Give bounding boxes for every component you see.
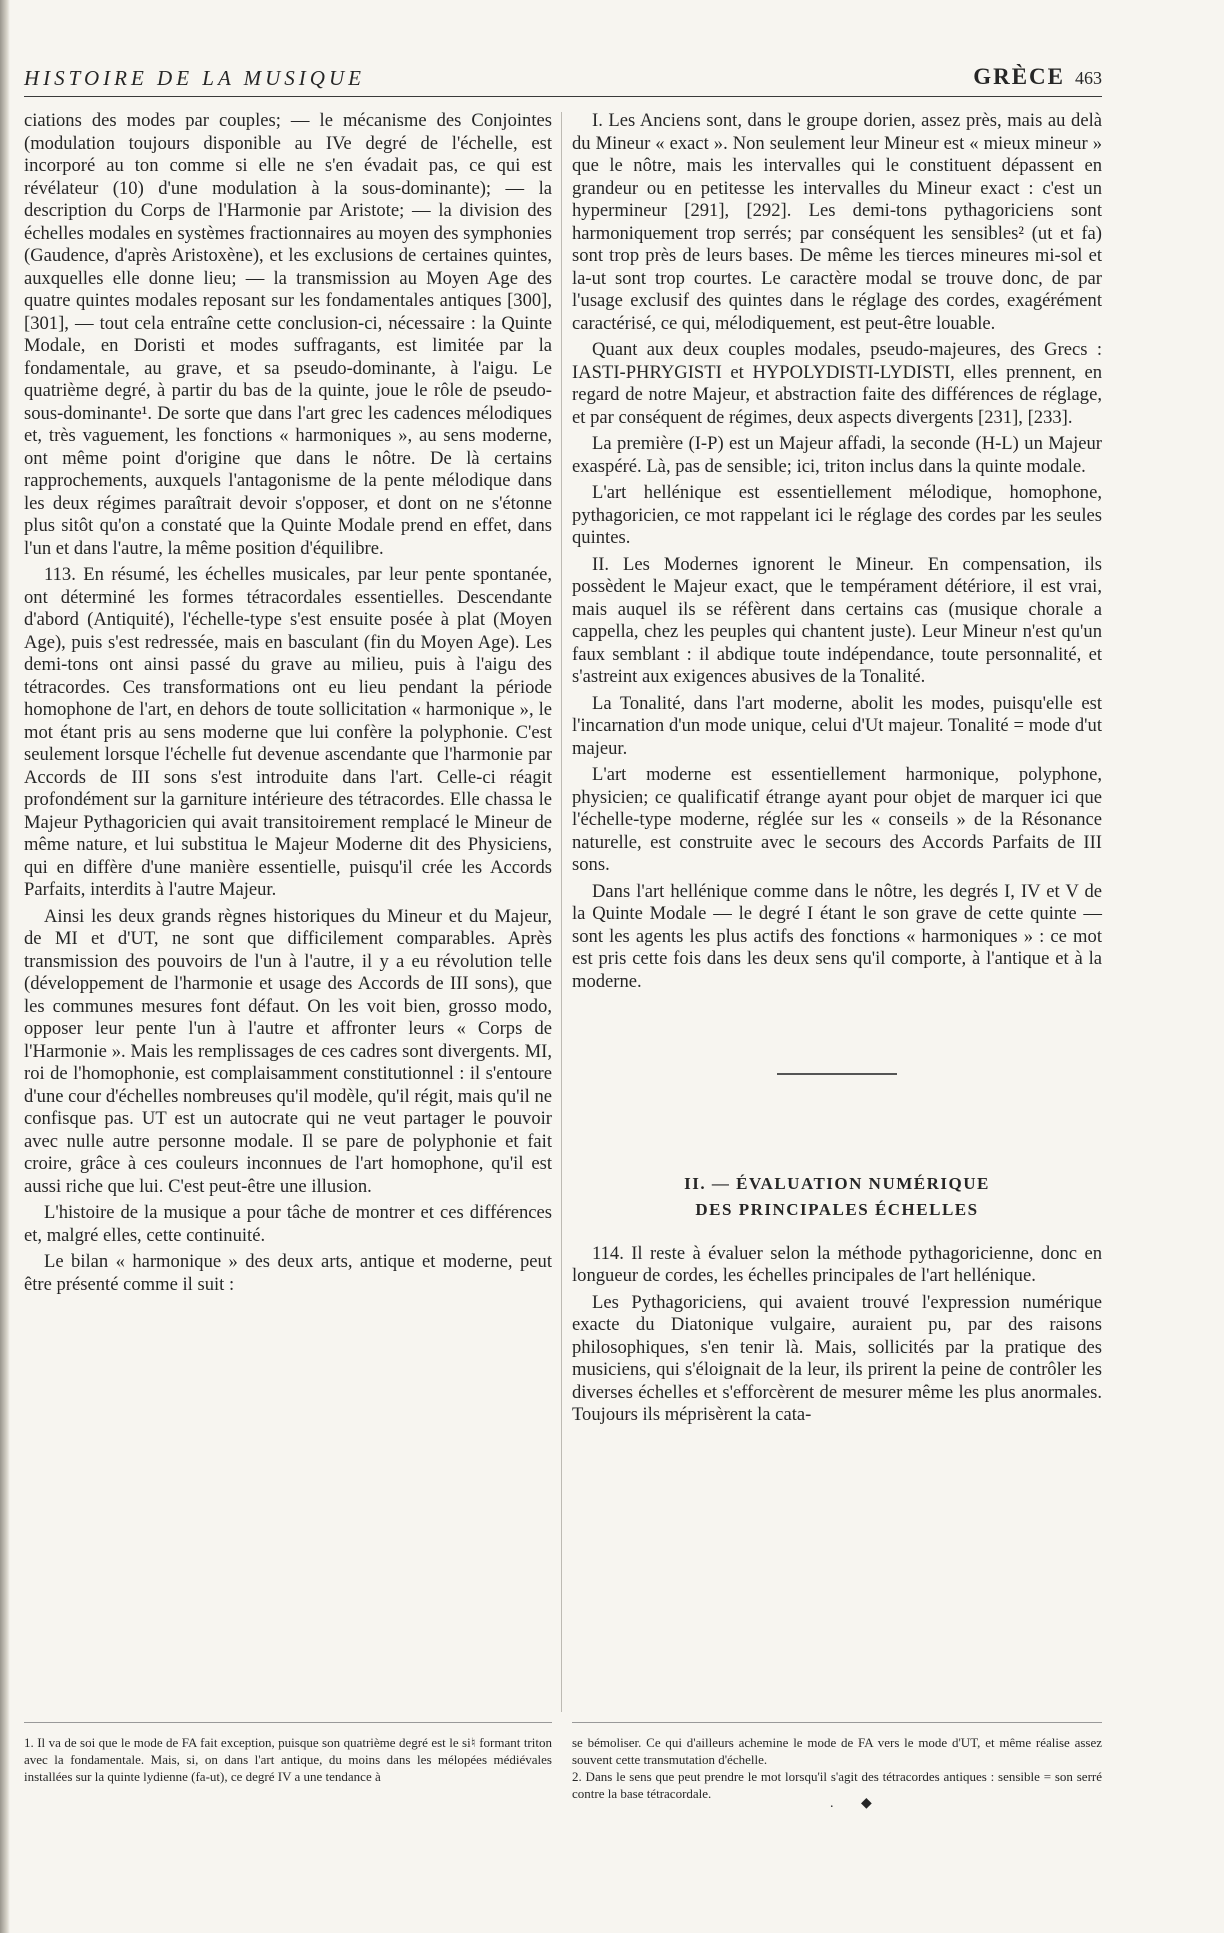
paragraph: ciations des modes par couples; — le mécanisme des Conjointes (modulation toujours disponible au IVe degré de l'échelle, est incorporé au ton comme si elle ne s'en évadait pas, ce qui est révélateur (10) d'une modulation à la sous-dominante); — la description du Corps de l'Harmonie par Aristote; — la division des échelles modales en systèmes fractionnaires au moyen des symphonies (Gaudence, d'après Aristoxène), et les exclusions de certaines quintes, auxquelles elle donne lieu; — la transmission au Moyen Age des quatre quintes modales reposant sur les fondamentales antiques [300], [301], — tout cela entraîne cette conclusion-ci, nécessaire : la Quinte Modale, en Doristi et modes suffragants, est limitée par la fondamentale, au grave, et sa pseudo-dominante, à l'aigu. Le quatrième degré, à partir du bas de la quinte, joue le rôle de pseudo-sous-dominante¹. De sorte que dans l'art grec les cadences mélodiques et, très vaguement, les fonctions « harmoniques », au sens moderne, ont même point d'origine que dans le nôtre. De là certains rapprochements, auxquels l'antagonisme de la pente mélodique dans les deux régimes paraîtrait devoir s'opposer, et dont on ne s'étonne plus sitôt qu'on a constaté que la Quinte Modale prend en effet, dans l'un et dans l'autre, la même position d'équilibre. — [24, 110, 552, 559]
paragraph: L'histoire de la musique a pour tâche de montrer et ces différences et, malgré elles, cette continuité. — [24, 1202, 552, 1246]
footnote: 2. Dans le sens que peut prendre le mot lorsqu'il s'agit des tétracordes antiques : sensible = son serré contre la base tétracordale. — [572, 1769, 1102, 1801]
running-header — [24, 62, 1102, 97]
running-title-right — [973, 64, 1102, 90]
paragraph: Le bilan « harmonique » des deux arts, antique et moderne, peut être présenté comme il suit : — [24, 1251, 552, 1295]
footnote-rule — [572, 1722, 1102, 1723]
left-column — [24, 110, 552, 1300]
column-divider — [561, 112, 562, 1712]
section-heading-line: DES PRINCIPALES ÉCHELLES — [695, 1199, 979, 1219]
paragraph: 114. Il reste à évaluer selon la méthode pythagoricienne, donc en longueur de cordes, les échelles principales de l'art hellénique. — [572, 1242, 1102, 1286]
paragraph: La Tonalité, dans l'art moderne, abolit les modes, puisqu'elle est l'incarnation d'un mode unique, celui d'Ut majeur. Tonalité = mode d'ut majeur. — [572, 692, 1102, 759]
section-name: GRÈCE — [973, 64, 1065, 89]
section-heading — [572, 1171, 1102, 1223]
paragraph: 113. En résumé, les échelles musicales, par leur pente spontanée, ont déterminé les formes tétracordales essentielles. Descendante d'abord (Antiquité), l'échelle-type s'est ensuite posée à plat (Moyen Age), puis s'est redressée, mais en basculant (fin du Moyen Age). Les demi-tons ont ainsi passé du grave au milieu, puis à l'aigu des tétracordes. Ces transformations ont eu lieu pendant la période homophone de l'art, en dehors de toute sollicitation « harmonique », le mot étant pris au sens moderne que lui confère la polyphonie. C'est seulement lorsque l'échelle fut devenue ascendante que l'harmonie par Accords de III sons s'est introduite dans l'art. Celle-ci réagit profondément sur la garniture intérieure des tétracordes. Elle chassa le Majeur Pythagoricien qui avait transitoirement remplacé le Mineur de même nature, et lui substitua le Majeur Moderne dit des Physiciens, qui en diffère d'une manière essentielle, puisqu'il crée les Accords Parfaits, interdits à l'autre Majeur. — [24, 564, 552, 900]
footnote: 1. Il va de soi que le mode de FA fait exception, puisque son quatrième degré est le si♮ formant triton avec la fondamentale. Mais, si, on dans l'art antique, du moins dans les mélopées médiévales installées sur la quinte lydienne (fa-ut), ce degré IV a une tendance à — [24, 1735, 552, 1784]
paragraph: Quant aux deux couples modales, pseudo-majeures, des Grecs : IASTI-PHRYGISTI et HYPOLYDISTI-LYDISTI, elles prennent, en regard de notre Majeur, et abstraction faite des différences de réglage, et par conséquent de régimes, deux aspects divergents [231], [233]. — [572, 339, 1102, 428]
page-number: 463 — [1075, 68, 1102, 88]
paragraph: II. Les Modernes ignorent le Mineur. En compensation, ils possèdent le Majeur exact, que le tempérament détériore, il est vrai, mais auquel ils se réfèrent dans certains cas (musique chorale a cappella, chez les peuples qui chantent juste). Leur Mineur n'est qu'un faux semblant : il abdique toute indépendance, toute personnalité, et s'astreint aux exigences abusives de la Tonalité. — [572, 553, 1102, 687]
paragraph: Les Pythagoriciens, qui avaient trouvé l'expression numérique exacte du Diatonique vulgaire, auraient pu, par des raisons philosophiques, s'en tenir là. Mais, sollicités par la pratique des musiciens, qui s'éloignait de la leur, ils prirent la peine de contrôler les diverses échelles et s'efforcèrent de mesurer même les plus anormales. Toujours ils méprisèrent la cata- — [572, 1291, 1102, 1425]
footnote-rule — [24, 1722, 552, 1723]
running-title-left: HISTOIRE DE LA MUSIQUE — [24, 66, 365, 90]
paragraph: Dans l'art hellénique comme dans le nôtre, les degrés I, IV et V de la Quinte Modale — le degré I étant le son grave de cette quinte — sont les agents les plus actifs des fonctions « harmoniques » : ce mot est pris cette fois dans les deux sens qu'il comporte, à l'antique et à la moderne. — [572, 880, 1102, 992]
section-separator — [777, 1073, 897, 1075]
printer-mark: . ◆ — [830, 1796, 884, 1811]
footnotes-right — [572, 1734, 1102, 1802]
right-column — [572, 110, 1102, 1431]
paragraph: Ainsi les deux grands règnes historiques du Mineur et du Majeur, de MI et d'UT, ne sont que difficilement comparables. Après transmission des pouvoirs de l'un à l'autre, il y a eu révolution telle (développement de l'harmonie et usage des Accords de III sons), que les communes mesures font défaut. On les voit bien, grosso modo, opposer leur pente l'un à l'autre et affronter leurs « Corps de l'Harmonie ». Mais les remplissages de ces cadres sont divergents. MI, roi de l'homophonie, est complaisamment constitutionnel : il s'entoure d'une cour d'échelles nombreuses qu'il modèle, qu'il régit, mais qu'il ne confisque pas. UT est un autocrate qui ne veut partager le pouvoir avec nulle autre personne modale. Il se pare de polyphonie et fait croire, grâce à ces couleurs inconnues de l'art homophone, qu'il est aussi riche que lui. C'est peut-être une illusion. — [24, 905, 552, 1197]
section-heading-line: II. — ÉVALUATION NUMÉRIQUE — [684, 1173, 990, 1193]
footnote: se bémoliser. Ce qui d'ailleurs achemine le mode de FA vers le mode d'UT, et même réalise assez souvent cette transmutation d'échelle. — [572, 1735, 1102, 1767]
paragraph: La première (I-P) est un Majeur affadi, la seconde (H-L) un Majeur exaspéré. Là, pas de sensible; ici, triton inclus dans la quinte modale. — [572, 433, 1102, 477]
paragraph: L'art moderne est essentiellement harmonique, polyphone, physicien; ce qualificatif étrange ayant pour objet de marquer ici que l'échelle-type moderne, réglée sur les « conseils » de la Résonance naturelle, est construite avec le secours des Accords Parfaits de III sons. — [572, 764, 1102, 875]
paragraph: I. Les Anciens sont, dans le groupe dorien, assez près, mais au delà du Mineur « exact ». Non seulement leur Mineur est « mieux mineur » que le nôtre, mais les intervalles qui le constituent dépassent en grandeur ou en petitesse les intervalles du Mineur exact : c'est un hypermineur [291], [292]. Les demi-tons pythagoriciens sont harmoniquement trop serrés; par conséquent les sensibles² (ut et fa) sont trop près de leurs bases. De même les tierces mineures mi-sol et la-ut sont trop courtes. Le caractère modal se trouve donc, de par l'usage exclusif des quintes dans le réglage des cordes, exagérément caractérisé, ce qui, mélodiquement, est peut-être louable. — [572, 110, 1102, 334]
page-spine-shadow — [0, 0, 10, 1933]
footnotes-left — [24, 1734, 552, 1785]
paragraph: L'art hellénique est essentiellement mélodique, homophone, pythagoricien, ce mot rappelant ici le réglage des cordes par les seules quintes. — [572, 482, 1102, 548]
